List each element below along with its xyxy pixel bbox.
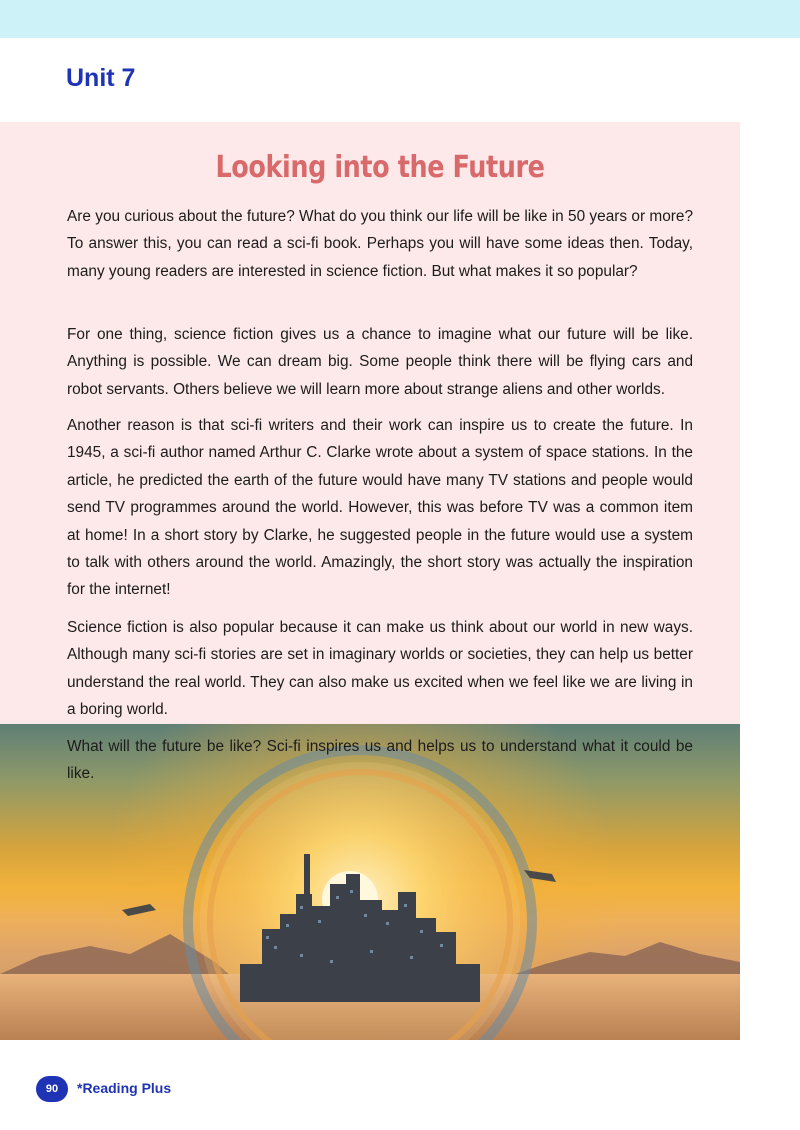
top-color-band (0, 0, 800, 38)
page-number-badge: 90 (36, 1076, 68, 1102)
section-label: *Reading Plus (77, 1080, 172, 1096)
paragraph-2: For one thing, science fiction gives us a chance to imagine what our future will be like. Anything is possible. We can dream big. Some people think there will be flying cars and robot servants. Others believe we will learn more about strange aliens and other worlds. (67, 326, 693, 398)
paragraph-4: Science fiction is also popular because it can make us think about our world in new ways. Although many sci-fi stories are set in imaginary worlds or societies, they can help us better understand the real world. They can also make us excited when we feel like we are living in a boring world. (67, 619, 693, 719)
paragraph-5: What will the future be like? Sci-fi inspires us and helps us to understand what it could be like. (67, 738, 693, 783)
paragraph-3: Another reason is that sci-fi writers and their work can inspire us to create the future. In 1945, a sci-fi author named Arthur C. Clarke wrote about a system of space stations. In the article, he predicted the earth of the future would have many TV stations and people would send TV programmes around the world. However, this was before TV was a common item at home! In a short story by Clarke, he suggested people in the future would use a system to talk with others around the world. Amazingly, the short story was actually the inspiration for the internet! (67, 417, 693, 599)
article-title: Looking into the Future (215, 150, 545, 185)
paragraph-1: Are you curious about the future? What do you think our life will be like in 50 years or more? To answer this, you can read a sci-fi book. Perhaps you will have some ideas then. Today, many young readers are interested in science fiction. But what makes it so popular? (67, 208, 693, 280)
unit-heading: Unit 7 (66, 64, 136, 92)
